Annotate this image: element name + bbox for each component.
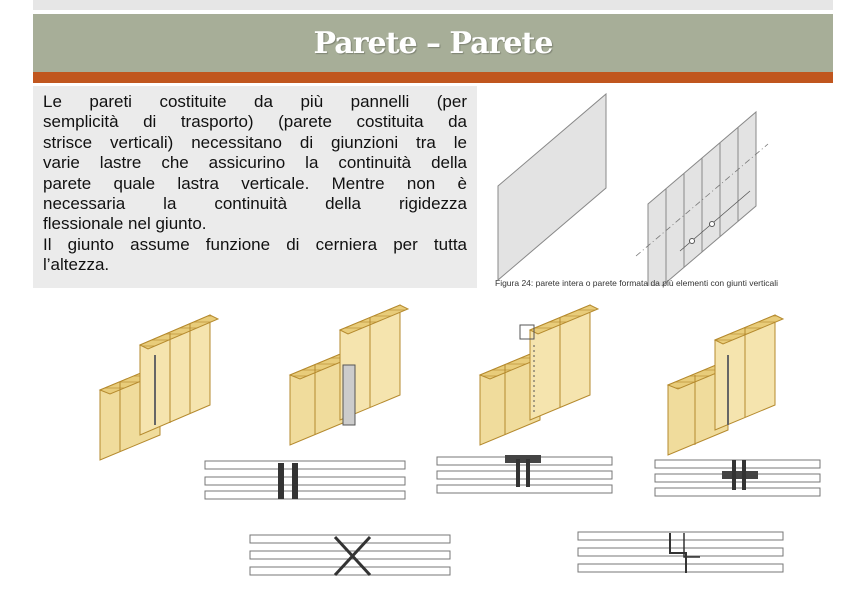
title-band: [33, 14, 833, 72]
accent-bar: [33, 72, 833, 83]
slide-title: Parete – Parete: [313, 25, 553, 61]
text-line: necessaria la continuità della rigidezza: [43, 194, 467, 214]
text-line: l’altezza.: [43, 255, 110, 275]
joint-section-4: [250, 535, 450, 575]
timber-panel-joint-1: [100, 315, 218, 460]
wall-comparison-figure: [480, 86, 833, 286]
joint-section-3: [655, 460, 820, 496]
figure-caption: Figura 24: parete intera o parete formata da più elementi con giunti verticali: [495, 278, 779, 288]
timber-panel-joint-4: [668, 315, 783, 455]
single-wall-panel: [498, 94, 606, 280]
joint-illustrations: [0, 295, 866, 600]
text-line: Le pareti costituite da più pannelli (per: [43, 92, 467, 111]
text-line: varie lastre che assicurino la continuità della: [43, 153, 467, 173]
text-box: [33, 86, 477, 288]
text-line: semplicità di trasporto) (parete costituita da: [43, 112, 467, 132]
top-strip: [33, 0, 833, 10]
timber-panel-joint-3: [480, 305, 598, 445]
text-line: parete quale lastra verticale. Mentre non è: [43, 173, 467, 193]
joint-section-1: [205, 461, 405, 499]
joint-section-5: [578, 532, 783, 573]
segmented-wall: [636, 112, 768, 286]
text-line: strisce verticali) necessitano di giunzioni tra le: [43, 132, 467, 152]
text-line: Il giunto assume funzione di cerniera per tutta: [43, 234, 467, 254]
joint-section-2: [437, 455, 612, 493]
text-line: flessionale nel giunto.: [43, 214, 207, 234]
timber-panel-joint-2: [290, 305, 408, 445]
